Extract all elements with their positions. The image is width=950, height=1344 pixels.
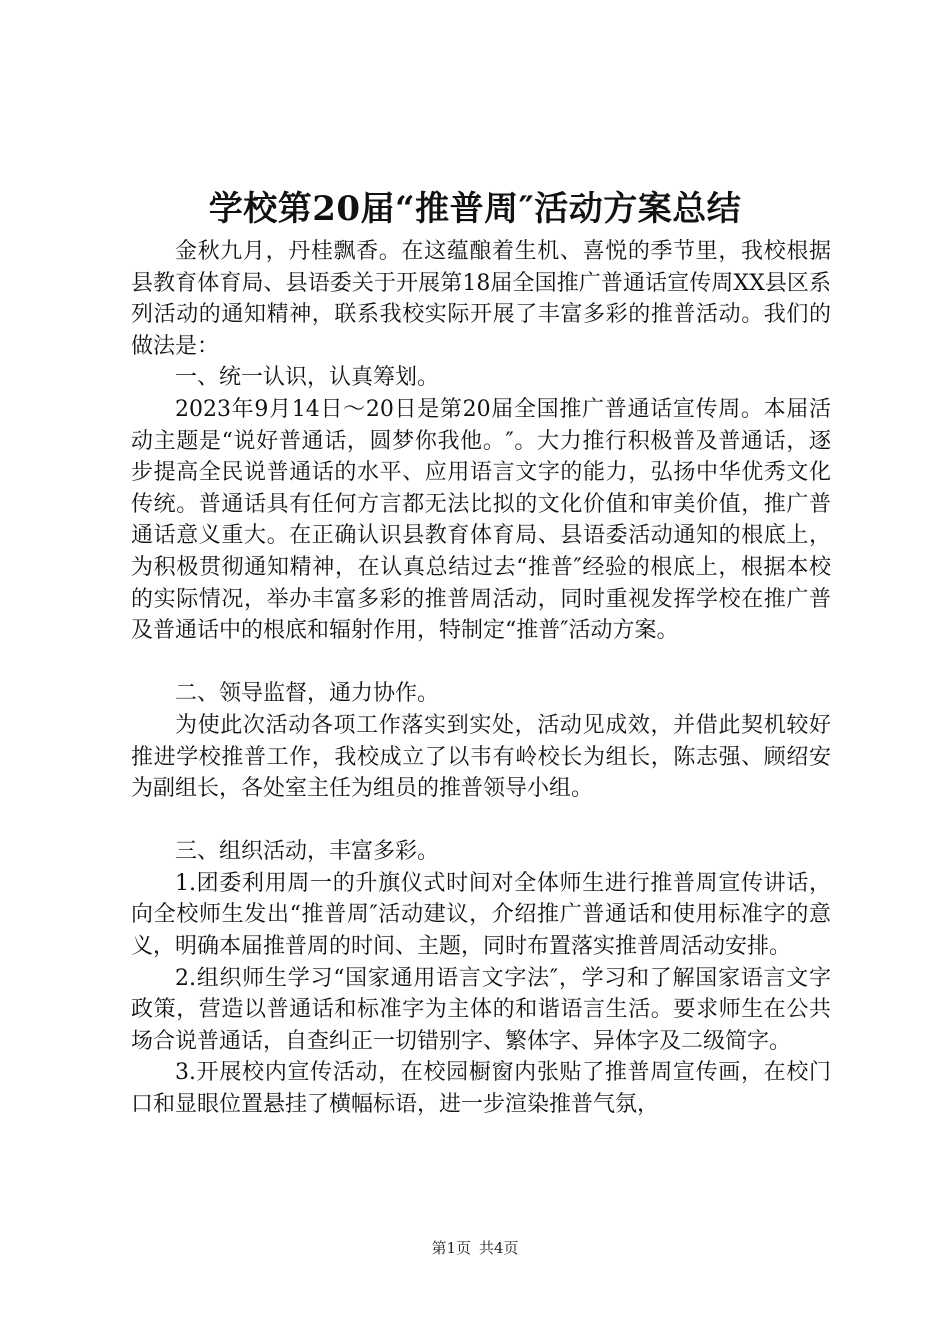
document-title: 学校第20届“推普周″活动方案总结 <box>208 189 742 229</box>
paragraph-section-2: 为使此次活动各项工作落实到实处，活动见成效，并借此契机较好推进学校推普工作，我校成立了以韦有岭校长为组长，陈志强、顾绍安为副组长，各处室主任为组员的推普领导小组。 <box>131 712 831 802</box>
section-heading-3: 三、组织活动，丰富多彩。 <box>175 839 440 865</box>
page-total: 共4页 <box>479 1239 519 1257</box>
list-item-3: 3.开展校内宣传活动，在校园橱窗内张贴了推普周宣传画，在校门口和显眼位置悬挂了横幅标语，进一步渲染推普气氛， <box>131 1060 831 1118</box>
paragraph-section-1: 2023年9月14日～20日是第20届全国推广普通话宣传周。本届活动主题是“说好普通话，圆梦你我他。″。大力推行积极普及普通话，逐步提高全民说普通话的水平、应用语言文字的能力，弘扬中华优秀文化传统。普通话具有任何方言都无法比拟的文化价值和审美价值，推广普通话意义重大。在正确认识县教育体育局、县语委活动通知的根底上，为积极贯彻通知精神，在认真总结过去“推普″经验的根底上，根据本校的实际情况，举办丰富多彩的推普周活动，同时重视发挥学校在推广普及普通话中的根底和辐射作用，特制定“推普″活动方案。 <box>131 396 831 644</box>
section-heading-1: 一、统一认识，认真筹划。 <box>175 365 440 391</box>
page-number: 第1页 <box>431 1239 471 1257</box>
list-item-1: 1.团委利用周一的升旗仪式时间对全体师生进行推普周宣传讲话，向全校师生发出“推普周″活动建议，介绍推广普通话和使用标准字的意义，明确本届推普周的时间、主题，同时布置落实推普周活动安排。 <box>131 870 831 960</box>
document-body <box>131 236 831 1121</box>
paragraph-intro: 金秋九月，丹桂飘香。在这蕴酿着生机、喜悦的季节里，我校根据县教育体育局、县语委关于开展第18届全国推广普通话宣传周XX县区系列活动的通知精神，联系我校实际开展了丰富多彩的推普活动。我们的做法是： <box>131 239 831 359</box>
page-footer <box>0 1238 950 1258</box>
section-heading-2: 二、领导监督，通力协作。 <box>175 681 440 707</box>
list-item-2: 2.组织师生学习“国家通用语言文字法″，学习和了解国家语言文字政策，营造以普通话和标准字为主体的和谐语言生活。要求师生在公共场合说普通话，自查纠正一切错别字、繁体字、异体字及二级简字。 <box>131 965 831 1054</box>
